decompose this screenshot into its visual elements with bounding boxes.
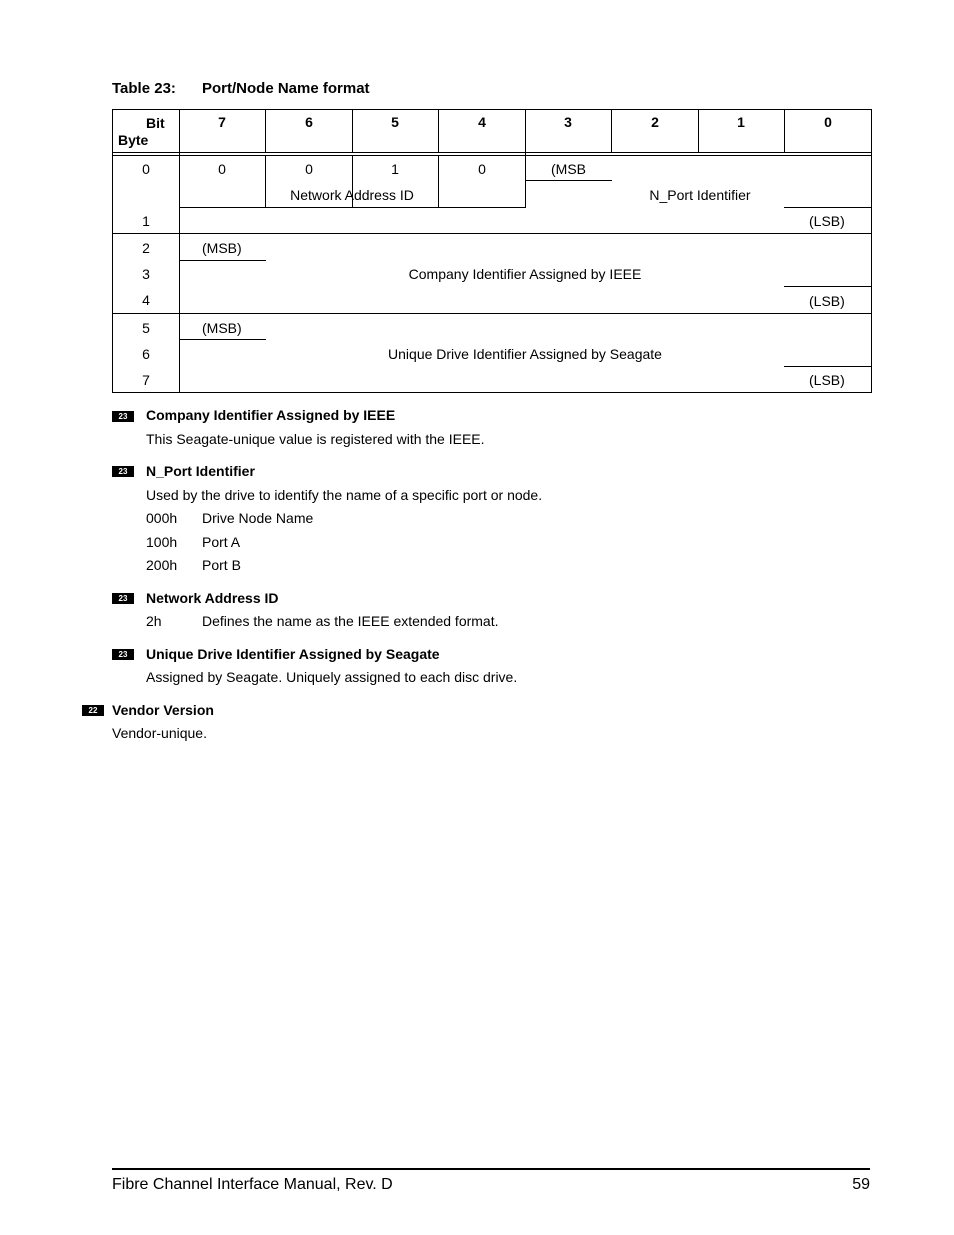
table-border-bottom — [112, 392, 872, 393]
lsb-label: (LSB) — [809, 372, 845, 388]
field-description: Used by the drive to identify the name of a specific port or node. — [146, 487, 543, 503]
revision-badge: 23 — [112, 411, 134, 422]
footer-page-number: 59 — [852, 1176, 870, 1193]
value-code: 2h — [146, 613, 162, 629]
row0-bit-divider — [438, 156, 439, 208]
byte-number: 3 — [142, 266, 150, 282]
bit-column-divider — [784, 109, 785, 153]
revision-badge: 22 — [82, 705, 104, 716]
footer-rule — [112, 1168, 870, 1170]
field-heading: N_Port Identifier — [146, 463, 255, 479]
table-caption-number: Table 23: — [112, 80, 176, 97]
table-caption-title: Port/Node Name format — [202, 80, 370, 97]
msb-label: (MSB) — [202, 240, 242, 256]
bit-value: 0 — [218, 161, 226, 177]
byte-column-divider — [179, 109, 180, 393]
bit-column-divider — [352, 109, 353, 153]
bit-value: 1 — [391, 161, 399, 177]
value-code: 200h — [146, 557, 178, 573]
revision-badge: 23 — [112, 593, 134, 604]
field-heading: Company Identifier Assigned by IEEE — [146, 407, 396, 423]
header-bit-2: 2 — [651, 114, 659, 130]
network-address-id-field: Network Address ID — [290, 187, 414, 203]
unique-drive-identifier-field: Unique Drive Identifier Assigned by Seagate — [388, 346, 662, 362]
lsb-rule — [784, 366, 872, 367]
lsb-label: (LSB) — [809, 293, 845, 309]
msb-rule — [179, 260, 266, 261]
lsb-rule — [784, 207, 872, 208]
value-meaning: Port B — [202, 557, 241, 573]
header-bit-0: 0 — [824, 114, 832, 130]
bit-value: 0 — [305, 161, 313, 177]
bit-column-divider — [265, 109, 266, 153]
byte-number: 2 — [142, 240, 150, 256]
header-bit-7: 7 — [218, 114, 226, 130]
lsb-rule — [784, 286, 872, 287]
row-group-rule — [112, 233, 872, 234]
revision-badge: 23 — [112, 466, 134, 477]
row-group-rule — [112, 313, 872, 314]
byte-number: 4 — [142, 292, 150, 308]
header-bit-6: 6 — [305, 114, 313, 130]
header-bit-3: 3 — [564, 114, 572, 130]
network-address-bottom-rule — [179, 207, 525, 208]
value-code: 000h — [146, 510, 178, 526]
byte-number: 5 — [142, 320, 150, 336]
field-heading: Unique Drive Identifier Assigned by Seagate — [146, 646, 440, 662]
header-rule — [112, 152, 872, 153]
field-heading: Vendor Version — [112, 702, 214, 718]
revision-badge: 23 — [112, 649, 134, 660]
port-node-name-table — [112, 109, 872, 393]
bit-column-divider — [698, 109, 699, 153]
footer-document-title: Fibre Channel Interface Manual, Rev. D — [112, 1176, 393, 1193]
field-description: Vendor-unique. — [112, 725, 207, 741]
byte-number: 1 — [142, 213, 150, 229]
value-code: 100h — [146, 534, 178, 550]
field-description: This Seagate-unique value is registered with the IEEE. — [146, 431, 485, 447]
byte-number: 7 — [142, 372, 150, 388]
header-bit-4: 4 — [478, 114, 486, 130]
bit-column-divider — [525, 109, 526, 208]
row0-bit-divider — [265, 156, 266, 208]
msb-rule — [179, 339, 266, 340]
header-bit-label: Bit — [146, 115, 165, 131]
header-byte-label: Byte — [118, 132, 149, 148]
value-meaning: Port A — [202, 534, 241, 550]
lsb-label: (LSB) — [809, 213, 845, 229]
bit-column-divider — [611, 109, 612, 153]
msb-label: (MSB) — [202, 320, 242, 336]
byte-number: 0 — [142, 161, 150, 177]
n-port-identifier-field: N_Port Identifier — [649, 187, 751, 203]
value-meaning: Defines the name as the IEEE extended format. — [202, 613, 499, 629]
field-heading: Network Address ID — [146, 590, 279, 606]
table-border-top — [112, 109, 872, 110]
header-bit-1: 1 — [737, 114, 745, 130]
msb-rule — [525, 180, 612, 181]
byte-number: 6 — [142, 346, 150, 362]
header-bit-5: 5 — [391, 114, 399, 130]
bit-column-divider — [438, 109, 439, 153]
n-port-msb-label: (MSB — [551, 161, 586, 177]
bit-value: 0 — [478, 161, 486, 177]
value-meaning: Drive Node Name — [202, 510, 314, 526]
field-description: Assigned by Seagate. Uniquely assigned to each disc drive. — [146, 669, 518, 685]
header-rule — [112, 155, 872, 156]
company-identifier-field: Company Identifier Assigned by IEEE — [408, 266, 642, 282]
